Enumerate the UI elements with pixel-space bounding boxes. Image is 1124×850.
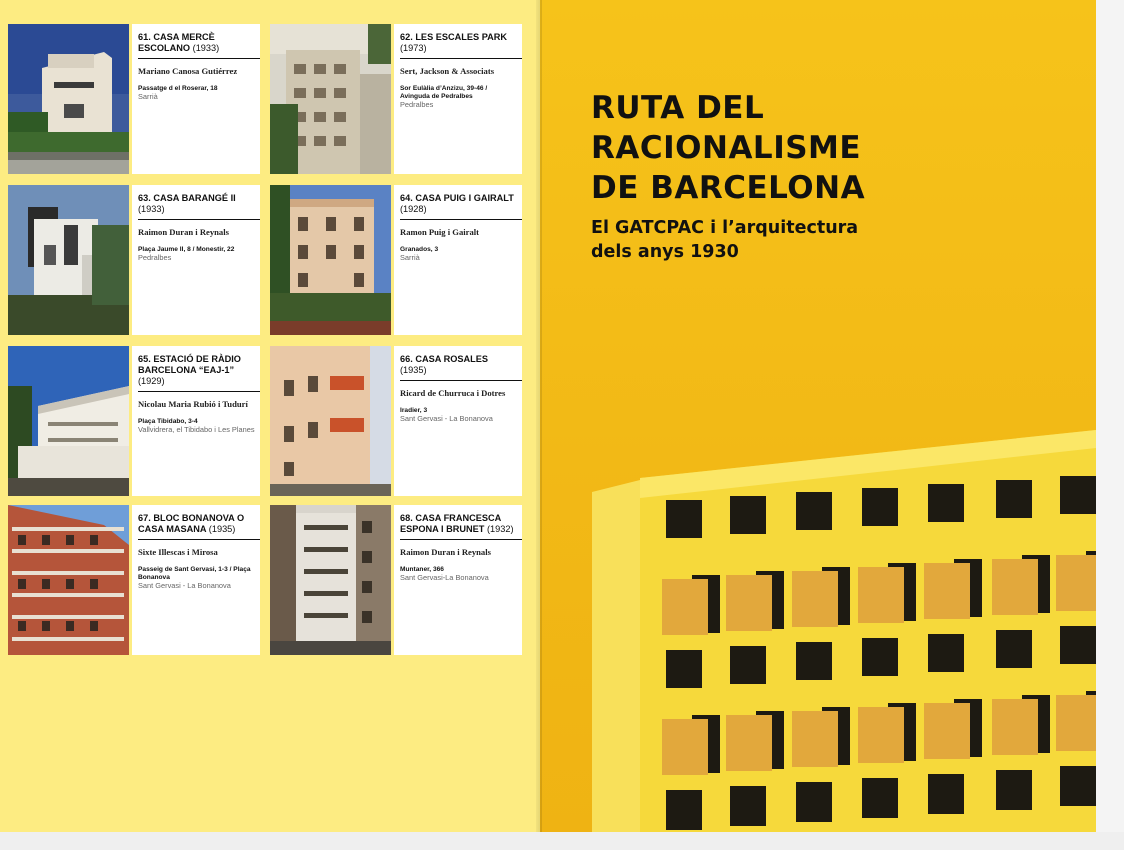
facade-window bbox=[996, 480, 1032, 518]
facade-window bbox=[862, 778, 898, 818]
card-architect: Ramon Puig i Gairalt bbox=[400, 227, 480, 237]
facade-shutter bbox=[924, 703, 970, 759]
facade-window bbox=[730, 786, 766, 826]
building-photo bbox=[270, 24, 391, 174]
facade-window bbox=[796, 642, 832, 680]
facade-shutter bbox=[662, 719, 708, 775]
card-title: 66. CASA ROSALES (1935) bbox=[400, 354, 522, 381]
card-title: 64. CASA PUIG I GAIRALT (1928) bbox=[400, 193, 522, 220]
facade-window bbox=[666, 500, 702, 538]
building-photo bbox=[8, 24, 129, 174]
building-photo bbox=[270, 185, 391, 335]
card-info bbox=[394, 346, 522, 496]
card-info bbox=[132, 346, 260, 496]
facade-window bbox=[730, 496, 766, 534]
facade-window bbox=[730, 646, 766, 684]
card-info bbox=[132, 505, 260, 655]
facade-window bbox=[1060, 476, 1096, 514]
card-title: 62. LES ESCALES PARK (1973) bbox=[400, 32, 522, 59]
card-title: 63. CASA BARANGÉ II (1933) bbox=[138, 193, 260, 220]
card-district: Sant Gervasi - La Bonanova bbox=[138, 581, 231, 590]
cover-subtitle: El GATCPAC i l’arquitectura dels anys 1930 bbox=[591, 218, 859, 262]
card-title: 65. ESTACIÓ DE RÀDIO BARCELONA “EAJ-1” (1929) bbox=[138, 354, 260, 392]
page-gutter bbox=[536, 0, 542, 832]
card-architect: Nicolau Maria Rubió i Tudurí bbox=[138, 399, 248, 409]
card-info bbox=[394, 24, 522, 174]
card-info bbox=[394, 185, 522, 335]
building-photo bbox=[8, 505, 129, 655]
facade-window bbox=[928, 484, 964, 522]
facade-shutter bbox=[992, 699, 1038, 755]
building-photo bbox=[8, 346, 129, 496]
card-address: Muntaner, 366 bbox=[400, 566, 444, 573]
facade-shutter bbox=[992, 559, 1038, 615]
building-photo bbox=[270, 505, 391, 655]
card-address: Plaça Jaume II, 8 / Monestir, 22 bbox=[138, 246, 235, 253]
card-address: Sor Eulàlia d’Anzizu, 39-46 / Avinguda de Pedralbes bbox=[400, 85, 488, 100]
card-info bbox=[132, 185, 260, 335]
card-title: 68. CASA FRANCESCA ESPONA I BRUNET (1932) bbox=[400, 513, 522, 540]
facade-window bbox=[1060, 626, 1096, 664]
card-district: Vallvidrera, el Tibidabo i Les Planes bbox=[138, 425, 255, 434]
card-district: Sarrià bbox=[400, 253, 420, 262]
building-photo bbox=[8, 185, 129, 335]
card-district: Sant Gervasi-La Bonanova bbox=[400, 573, 489, 582]
facade-shutter bbox=[924, 563, 970, 619]
viewer-margin bbox=[1096, 0, 1124, 850]
card-address: Passeig de Sant Gervasi, 1-3 / Plaça Bonanova bbox=[138, 566, 251, 581]
card-district: Pedralbes bbox=[400, 100, 434, 109]
facade-window bbox=[928, 634, 964, 672]
card-architect: Ricard de Churruca i Dotres bbox=[400, 388, 506, 398]
facade-shutter bbox=[858, 567, 904, 623]
card-district: Pedralbes bbox=[138, 253, 172, 262]
facade-shutter bbox=[792, 711, 838, 767]
viewer-bottom-margin bbox=[0, 832, 1124, 850]
building-photo bbox=[270, 346, 391, 496]
facade-shutter bbox=[1056, 555, 1096, 611]
facade-shutter bbox=[792, 571, 838, 627]
facade-window bbox=[666, 790, 702, 830]
facade-shutter bbox=[1056, 695, 1096, 751]
facade-window bbox=[928, 774, 964, 814]
facade-window bbox=[996, 630, 1032, 668]
cover-title-block bbox=[591, 88, 865, 264]
facade-shutter bbox=[726, 575, 772, 631]
facade-window bbox=[862, 638, 898, 676]
facade-window bbox=[666, 650, 702, 688]
card-address: Passatge d el Roserar, 18 bbox=[138, 85, 218, 92]
facade-window bbox=[1060, 766, 1096, 806]
facade-shutter bbox=[726, 715, 772, 771]
card-title: 61. CASA MERCÈ ESCOLANO (1933) bbox=[138, 32, 260, 59]
card-architect: Mariano Canosa Gutiérrez bbox=[138, 66, 238, 76]
facade-window bbox=[796, 492, 832, 530]
facade-window bbox=[996, 770, 1032, 810]
card-architect: Sixte Illescas i Mirosa bbox=[138, 547, 218, 557]
card-address: Plaça Tibidabo, 3-4 bbox=[138, 418, 198, 425]
cover-title: RUTA DEL RACIONALISME DE BARCELONA bbox=[591, 90, 866, 206]
facade-window bbox=[862, 488, 898, 526]
card-info bbox=[394, 505, 522, 655]
facade-shutter bbox=[858, 707, 904, 763]
facade-shutter bbox=[662, 579, 708, 635]
card-architect: Raimon Duran i Reynals bbox=[400, 547, 491, 557]
card-address: Granados, 3 bbox=[400, 246, 439, 253]
card-architect: Raimon Duran i Reynals bbox=[138, 227, 229, 237]
card-architect: Sert, Jackson & Associats bbox=[400, 66, 495, 76]
card-district: Sarrià bbox=[138, 92, 158, 101]
facade-window bbox=[796, 782, 832, 822]
card-info bbox=[132, 24, 260, 174]
card-address: Iradier, 3 bbox=[400, 407, 428, 414]
card-title: 67. BLOC BONANOVA O CASA MASANA (1935) bbox=[138, 513, 260, 540]
card-district: Sant Gervasi - La Bonanova bbox=[400, 414, 493, 423]
